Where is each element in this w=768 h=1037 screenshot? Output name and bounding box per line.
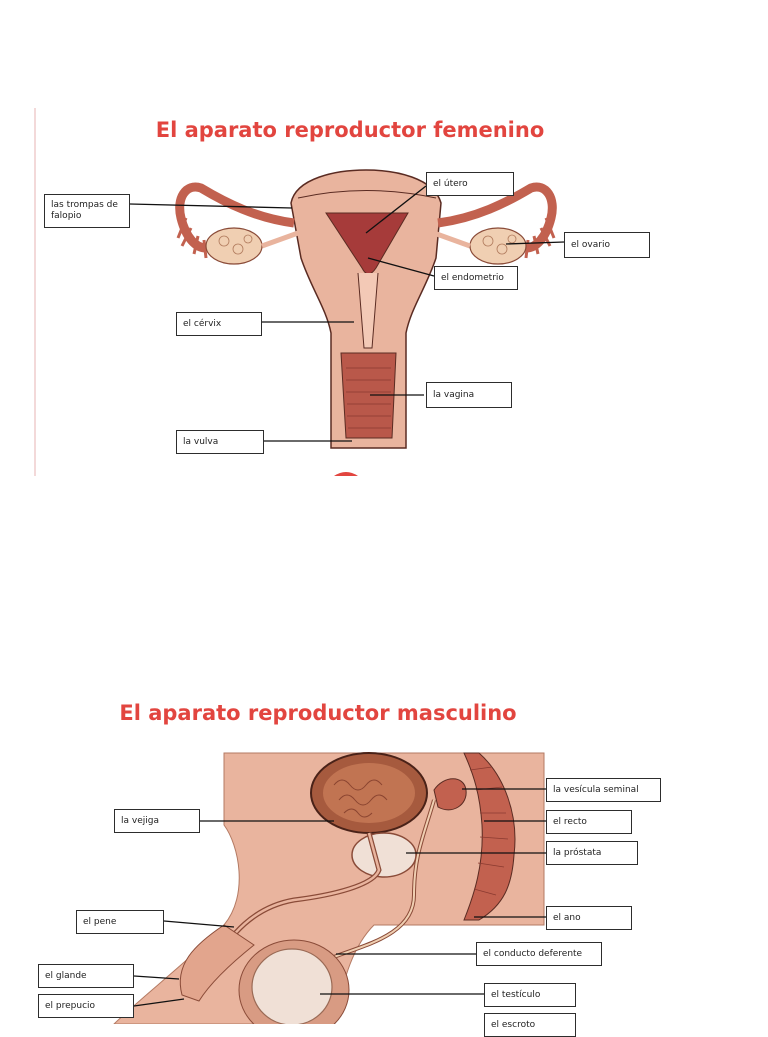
label-glande: el glande — [38, 964, 134, 988]
label-vejiga: la vejiga — [114, 809, 200, 833]
label-utero: el útero — [426, 172, 514, 196]
label-recto: el recto — [546, 810, 632, 834]
label-trompas-de-falopio: las trompas de falopio — [44, 194, 130, 228]
label-testiculo: el testículo — [484, 983, 576, 1007]
label-vagina: la vagina — [426, 382, 512, 408]
prostate — [352, 833, 416, 877]
male-diagram-title: El aparato reproductor masculino — [119, 701, 517, 725]
label-vesicula-seminal: la vesícula seminal — [546, 778, 661, 802]
female-diagram-title: El aparato reproductor femenino — [155, 118, 545, 142]
label-ano: el ano — [546, 906, 632, 930]
label-conducto-deferente: el conducto deferente — [476, 942, 602, 966]
label-pene: el pene — [76, 910, 164, 934]
female-anatomy-illustration — [36, 108, 664, 476]
label-escroto: el escroto — [484, 1013, 576, 1037]
label-endometrio: el endometrio — [434, 266, 518, 290]
testicle — [252, 949, 332, 1024]
label-prepucio: el prepucio — [38, 994, 134, 1018]
label-prostata: la próstata — [546, 841, 638, 865]
label-vulva: la vulva — [176, 430, 264, 454]
label-cervix: el cérvix — [176, 312, 262, 336]
female-diagram-panel — [34, 108, 664, 476]
label-ovario: el ovario — [564, 232, 650, 258]
male-diagram-panel — [34, 695, 662, 1030]
